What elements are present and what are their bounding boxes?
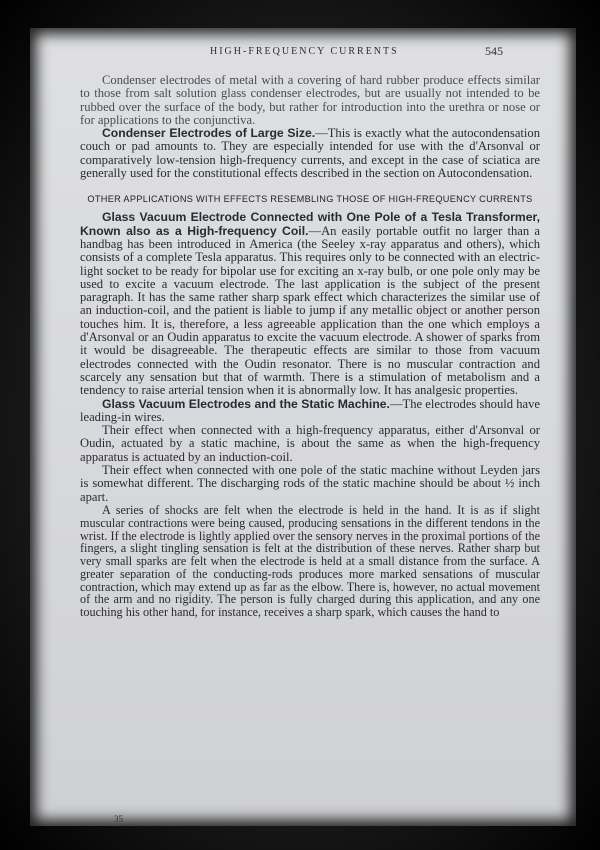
paragraph-heading: Glass Vacuum Electrodes and the Static Machine.: [102, 396, 390, 411]
paragraph-shocks: A series of shocks are felt when the electrode is held in the hand. It is as if slight muscular contractions were being caused, producing sensations in the different tendons in the wrist. If the electrode is lightly applied over the sensory nerves in the proximal portions of the fingers, a slight tingling sensation is felt at the distribution of these nerves. Rather sharp but very small sparks are felt when the electrode is held at a small distance from the surface. A greater separation of the conducting-rods produces more marked sensations of muscular contraction, which may extend up as far as the elbow. There is, however, no actual movement of the arm and no rigidity. The person is fully charged during this application, and any one touching his other hand, for instance, receives a sharp spark, which causes the hand to: [80, 502, 540, 620]
paragraph-heading: Condenser Electrodes of Large Size.: [102, 126, 316, 141]
signature-mark: 35: [114, 814, 123, 824]
page-header: [30, 44, 576, 58]
paragraph-effect-high-frequency: Their effect when connected with a high-frequency apparatus, either d'Arsonval or Oudin, actuated by a static machine, is about the same as when the high-frequency apparatus is actuated by an induction-coil.: [80, 423, 540, 464]
book-page: [30, 28, 576, 826]
section-heading: OTHER APPLICATIONS WITH EFFECTS RESEMBLING THOSE OF HIGH-FREQUENCY CURRENTS: [87, 194, 533, 205]
paragraph-text: —The electrodes should have leading-in wires.: [80, 396, 540, 424]
paragraph-text: —An easily portable outfit no larger than a handbag has been introduced in America (the Seeley x-ray apparatus and others), which consists of a complete Tesla apparatus. This requires only to be connected with an electric-light socket to be ready for bipolar use for exciting an x-ray bulb, or one pole only may be used to excite a vacuum electrode. The last application is the subject of the present paragraph. It has the same rather sharp spark effect which characterizes the similar use of an induction-coil, and the patient is liable to jump if any metallic object or another person touches him. It is, therefore, a less agreeable application than the one which employs a d'Arsonval or an Oudin apparatus to excite the vacuum electrode. A shower of sparks from it would be disagreeable. The therapeutic effects are similar to those from vacuum electrodes connected with the Oudin resonator. There is no muscular contraction and scarcely any sensation but that of warmth. There is a stimulation of metabolism and a tendency to raise arterial tension when it is abnormally low. It has analgesic properties.: [80, 223, 540, 398]
paragraph-condenser-metal: Condenser electrodes of metal with a covering of hard rubber produce effects similar to those from salt solution glass condenser electrodes, but are usually not intended to be rubbed over the surface of the body, but rather for introduction into the urethra or nose or for applications to the conjunctiva.: [80, 73, 540, 127]
paragraph-condenser-large: [80, 127, 540, 180]
paragraph-text: —This is exactly what the autocondensation couch or pad amounts to. They are especially intended for use with the d'Arsonval or comparatively low-tension high-frequency currents, and except in the case of sciatica are generally used for the constitutional effects described in the section on Autocondensation.: [80, 126, 540, 181]
paragraph-static-machine: [80, 398, 540, 425]
page-number: 545: [485, 44, 503, 58]
running-title: HIGH-FREQUENCY CURRENTS: [210, 46, 399, 57]
page-body: [80, 74, 540, 619]
paragraph-tesla-electrode: [80, 211, 540, 397]
paragraph-effect-static-pole: Their effect when connected with one pole of the static machine without Leyden jars is somewhat different. The discharging rods of the static machine should be about ½ inch apart.: [80, 463, 540, 504]
paragraph-heading: Glass Vacuum Electrode Connected with One Pole of a Tesla Transformer, Known also as a High-frequency Coil.: [80, 210, 540, 238]
